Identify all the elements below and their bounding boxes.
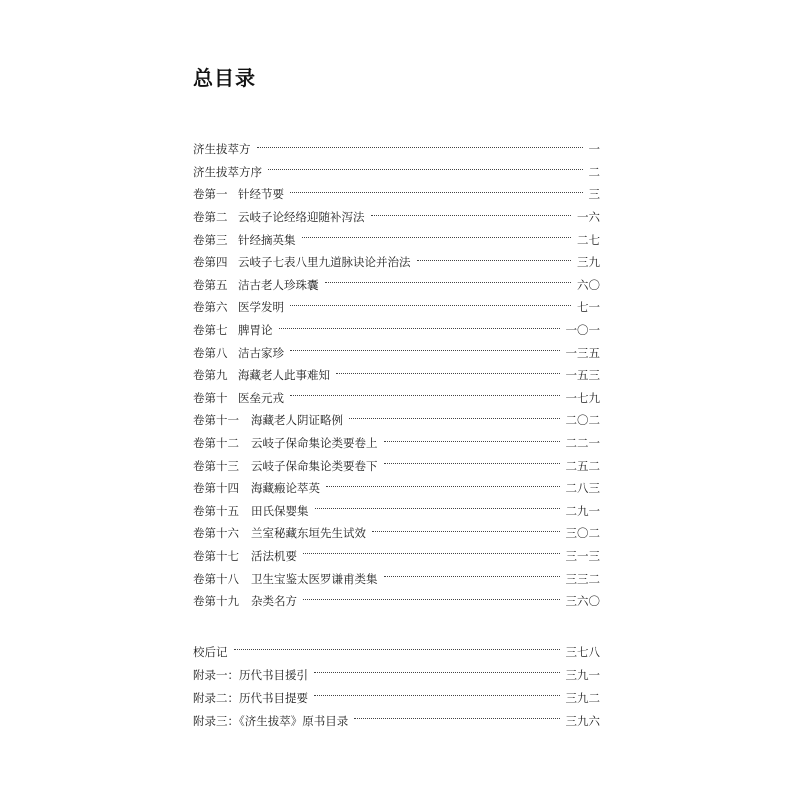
entry-label — [193, 548, 297, 564]
volume-title: 针经节要 — [238, 187, 284, 202]
dot-leader — [290, 395, 560, 396]
toc-entry — [193, 590, 600, 613]
page-number: 三七八 — [565, 644, 600, 659]
page-number: 二 — [588, 164, 600, 179]
volume-number: 卷第二 — [193, 210, 228, 225]
toc-entry — [193, 522, 600, 545]
entry-label — [193, 390, 284, 406]
toc-entry — [193, 183, 600, 206]
volume-number: 卷第十五 — [193, 503, 239, 518]
toc-entry — [193, 409, 600, 432]
entry-label: 附录三：《济生拔萃》原书目录 — [193, 713, 349, 728]
entry-label — [193, 458, 378, 474]
volume-number: 卷第十 — [193, 390, 228, 405]
toc-entry — [193, 251, 600, 274]
dot-leader — [417, 260, 572, 261]
volume-title: 杂类名方 — [251, 594, 297, 609]
entry-label — [193, 435, 378, 451]
toc-entry — [193, 228, 600, 251]
toc-main-list — [193, 138, 600, 612]
page-number: 三一三 — [565, 548, 600, 563]
entry-label — [193, 254, 411, 270]
page-number: 三九一 — [565, 667, 600, 682]
page-number: 三三二 — [565, 571, 600, 586]
volume-number: 卷第五 — [193, 277, 228, 292]
entry-label — [193, 367, 330, 383]
toc-entry — [193, 567, 600, 590]
page-number: 一三五 — [565, 345, 600, 360]
dot-leader — [336, 373, 560, 374]
dot-leader — [325, 282, 572, 283]
page-number: 一六 — [577, 210, 600, 225]
entry-label — [193, 232, 296, 248]
dot-leader — [314, 695, 560, 696]
page-number: 一〇一 — [565, 323, 600, 338]
entry-label — [193, 186, 284, 202]
volume-number: 卷第十三 — [193, 458, 239, 473]
dot-leader — [384, 463, 560, 464]
volume-number: 卷第十一 — [193, 413, 239, 428]
volume-title: 卫生宝鉴太医罗谦甫类集 — [251, 571, 378, 586]
dot-leader — [234, 649, 560, 650]
dot-leader — [303, 553, 560, 554]
page-number: 二九一 — [565, 503, 600, 518]
volume-entries — [193, 183, 600, 612]
volume-number: 卷第三 — [193, 232, 228, 247]
volume-number: 卷第八 — [193, 345, 228, 360]
toc-entry — [193, 545, 600, 568]
entry-label — [193, 209, 365, 225]
volume-title: 云岐子论经络迎随补泻法 — [238, 210, 365, 225]
dot-leader — [268, 169, 583, 170]
volume-title: 海藏老人此事难知 — [238, 368, 330, 383]
entry-label — [193, 345, 284, 361]
toc-entry — [193, 432, 600, 455]
volume-number: 卷第十六 — [193, 526, 239, 541]
page-number: 一 — [588, 142, 600, 157]
dot-leader — [303, 599, 560, 600]
toc-entry — [193, 500, 600, 523]
volume-number: 卷第九 — [193, 368, 228, 383]
volume-title: 洁古老人珍珠囊 — [238, 277, 319, 292]
volume-title: 海藏老人阴证略例 — [251, 413, 343, 428]
toc-entry — [193, 640, 600, 663]
entry-label: 济生拔萃方序 — [193, 164, 262, 179]
entry-label: 附录一：历代书目援引 — [193, 667, 308, 682]
toc-entry — [193, 161, 600, 184]
dot-leader — [349, 418, 560, 419]
volume-title: 洁古家珍 — [238, 345, 284, 360]
dot-leader — [257, 147, 583, 148]
page-number: 三九六 — [565, 713, 600, 728]
toc-back-matter — [193, 640, 600, 732]
entry-label — [193, 299, 284, 315]
volume-number: 卷第七 — [193, 323, 228, 338]
toc-entry — [193, 319, 600, 342]
toc-entry — [193, 686, 600, 709]
entry-label — [193, 480, 320, 496]
page-number: 三〇二 — [565, 526, 600, 541]
dot-leader — [371, 215, 572, 216]
toc-entry — [193, 274, 600, 297]
page-number: 二八三 — [565, 481, 600, 496]
entry-label — [193, 503, 309, 519]
dot-leader — [384, 441, 560, 442]
toc-entry — [193, 477, 600, 500]
volume-number: 卷第十八 — [193, 571, 239, 586]
volume-number: 卷第十七 — [193, 548, 239, 563]
page-number: 三九 — [577, 255, 600, 270]
page-number: 二二一 — [565, 436, 600, 451]
entry-label — [193, 322, 273, 338]
entry-label — [193, 525, 366, 541]
toc-entry — [193, 296, 600, 319]
volume-title: 医学发明 — [238, 300, 284, 315]
toc-entry — [193, 709, 600, 732]
volume-number: 卷第六 — [193, 300, 228, 315]
dot-leader — [290, 350, 560, 351]
volume-number: 卷第一 — [193, 187, 228, 202]
entry-label — [193, 593, 297, 609]
volume-number: 卷第十四 — [193, 481, 239, 496]
volume-number: 卷第四 — [193, 255, 228, 270]
page-number: 三 — [588, 187, 600, 202]
toc-entry — [193, 364, 600, 387]
volume-title: 针经摘英集 — [238, 232, 296, 247]
dot-leader — [302, 237, 572, 238]
entry-label: 济生拔萃方 — [193, 142, 251, 157]
dot-leader — [314, 672, 560, 673]
page-number: 三六〇 — [565, 594, 600, 609]
toc-entry — [193, 663, 600, 686]
page-number: 六〇 — [577, 277, 600, 292]
page-title: 总目录 — [193, 66, 256, 90]
entry-label — [193, 412, 343, 428]
toc-entry — [193, 138, 600, 161]
toc-entry — [193, 206, 600, 229]
page-number: 二〇二 — [565, 413, 600, 428]
dot-leader — [290, 192, 583, 193]
dot-leader — [279, 328, 560, 329]
volume-title: 活法机要 — [251, 548, 297, 563]
entry-label: 校后记 — [193, 644, 228, 659]
page-number: 二七 — [577, 232, 600, 247]
volume-title: 医垒元戎 — [238, 390, 284, 405]
volume-title: 云岐子保命集论类要卷下 — [251, 458, 378, 473]
volume-title: 云岐子保命集论类要卷上 — [251, 436, 378, 451]
dot-leader — [315, 508, 560, 509]
dot-leader — [354, 718, 559, 719]
volume-title: 兰室秘藏东垣先生试效 — [251, 526, 366, 541]
volume-title: 海藏瘢论萃英 — [251, 481, 320, 496]
volume-title: 云岐子七表八里九道脉诀论并治法 — [238, 255, 411, 270]
entry-label: 附录二：历代书目提要 — [193, 690, 308, 705]
dot-leader — [372, 531, 560, 532]
dot-leader — [290, 305, 571, 306]
dot-leader — [326, 486, 560, 487]
page-number: 七一 — [577, 300, 600, 315]
toc-entry — [193, 341, 600, 364]
page-number: 二五二 — [565, 458, 600, 473]
page-number: 一五三 — [565, 368, 600, 383]
entry-label — [193, 571, 378, 587]
volume-number: 卷第十二 — [193, 436, 239, 451]
toc-entry — [193, 454, 600, 477]
volume-title: 脾胃论 — [238, 323, 273, 338]
volume-number: 卷第十九 — [193, 594, 239, 609]
page-number: 一七九 — [565, 390, 600, 405]
dot-leader — [384, 576, 560, 577]
volume-title: 田氏保婴集 — [251, 503, 309, 518]
toc-entry — [193, 387, 600, 410]
entry-label — [193, 277, 319, 293]
page-number: 三九二 — [565, 690, 600, 705]
